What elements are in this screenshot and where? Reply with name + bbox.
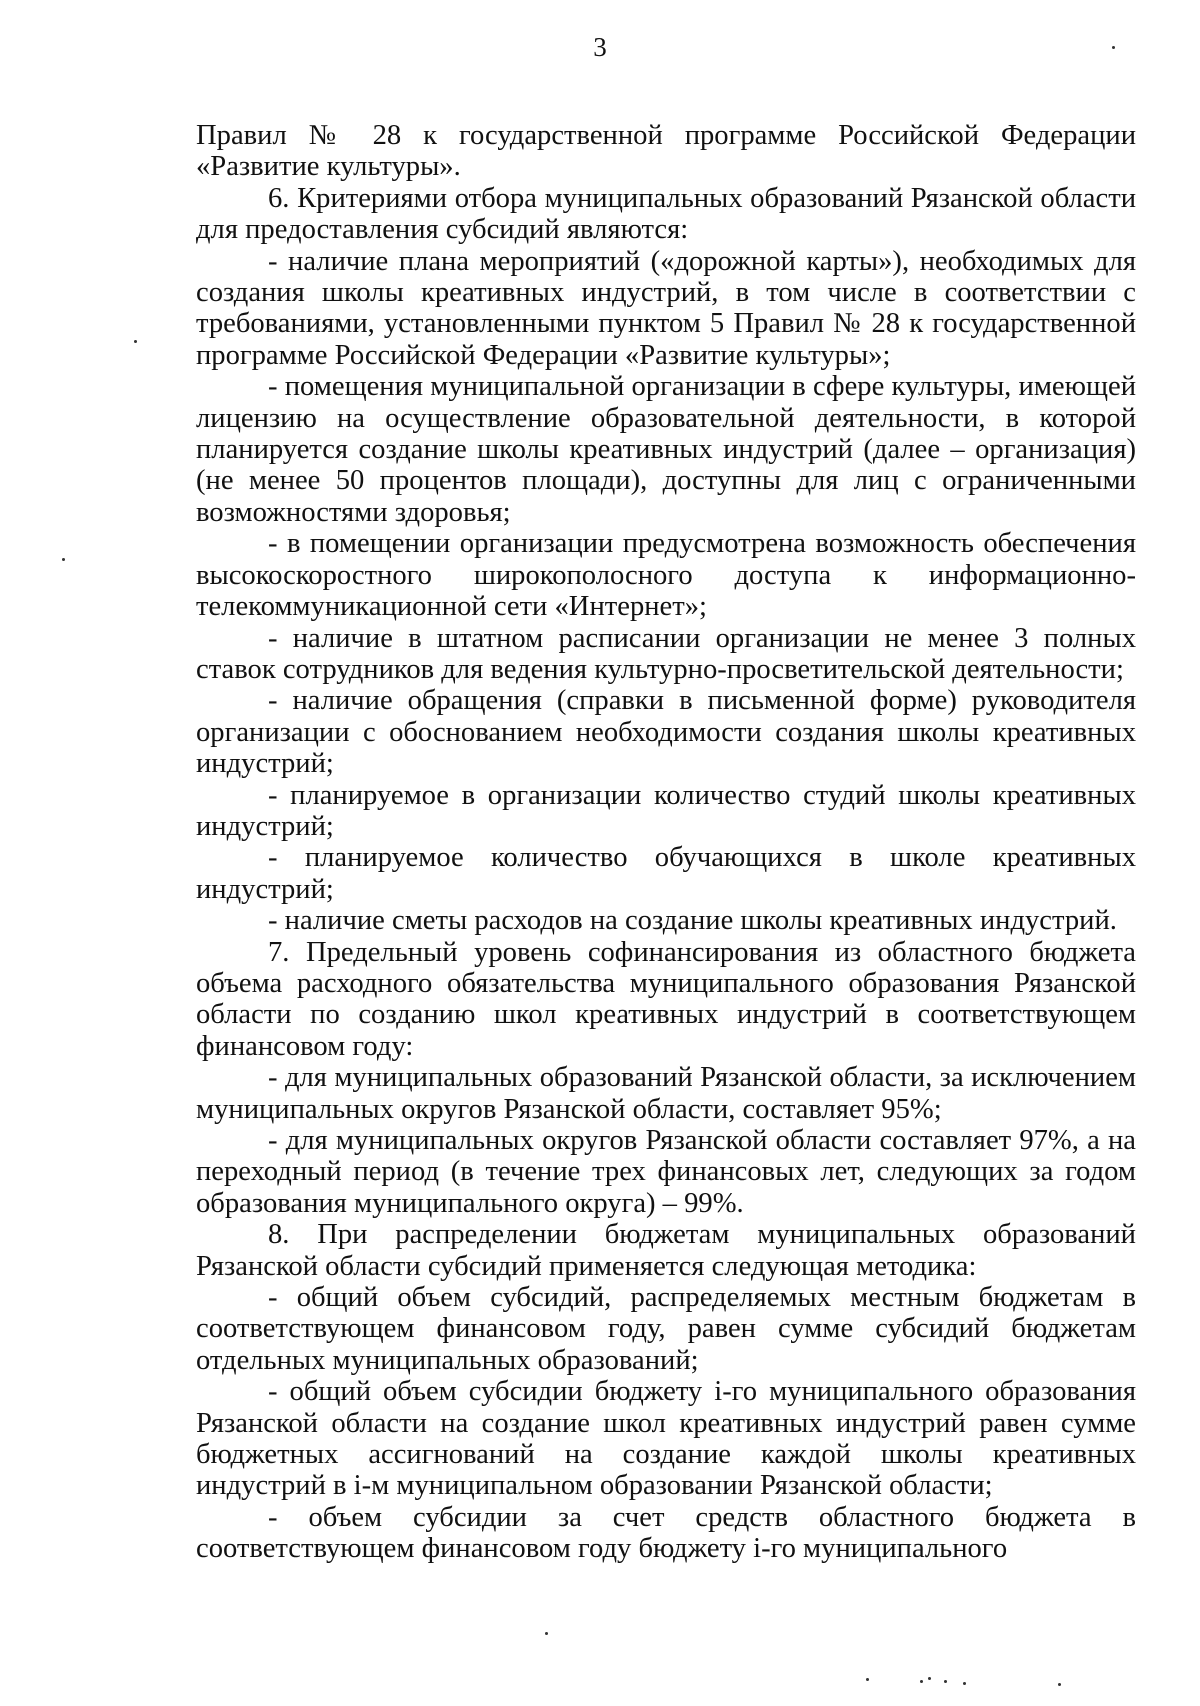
list-item: - наличие сметы расходов на создание школы креативных индустрий.	[268, 905, 1117, 937]
scan-speck	[1058, 1683, 1061, 1686]
scan-speck	[134, 340, 137, 343]
scan-speck	[545, 1632, 548, 1635]
list-item: - объем субсидии за счет средств областного бюджета в соответствующем финансовом году бюджету i-го муниципального	[196, 1501, 1136, 1565]
scan-speck	[1112, 46, 1115, 49]
list-item: - наличие плана мероприятий («дорожной карты»), необходимых для создания школы креативных индустрий, в том числе в соответствии с требованиями, установленными пунктом 5 Правил № 28 к государственной программе Российской Федерации «Развитие культуры»;	[196, 245, 1136, 371]
list-item: - планируемое количество обучающихся в школе креативных индустрий;	[196, 842, 1136, 905]
scan-speck	[62, 558, 65, 561]
list-item: - для муниципальных образований Рязанской области, за исключением муниципальных округов Рязанской области, составляет 95%;	[196, 1062, 1136, 1125]
page-number: 3	[593, 32, 607, 62]
list-item: - общий объем субсидий, распределяемых местным бюджетам в соответствующем финансовом году, равен сумме субсидий бюджетам отдельных муниципальных образований;	[196, 1282, 1136, 1376]
list-item: - общий объем субсидии бюджету i-го муниципального образования Рязанской области на создание школ креативных индустрий равен сумме бюджетных ассигнований на создание каждой школы креативных индустрий в i-м муниципальном образовании Рязанской области;	[196, 1376, 1136, 1502]
paragraph-section-6: 6. Критериями отбора муниципальных образований Рязанской области для предоставления субсидий являются:	[196, 182, 1136, 246]
list-item: - наличие в штатном расписании организации не менее 3 полных ставок сотрудников для ведения культурно-просветительской деятельности;	[196, 622, 1136, 685]
scan-speck	[928, 1677, 931, 1680]
document-body	[196, 120, 1136, 1565]
scan-speck	[944, 1680, 947, 1683]
list-item: - планируемое в организации количество студий школы креативных индустрий;	[196, 779, 1136, 842]
paragraph-section-8: 8. При распределении бюджетам муниципальных образований Рязанской области субсидий применяется следующая методика:	[196, 1219, 1136, 1282]
list-item: - в помещении организации предусмотрена возможность обеспечения высокоскоростного широкополосного доступа к информационно-телекоммуникационной сети «Интернет»;	[196, 528, 1136, 623]
scan-speck	[920, 1680, 923, 1683]
list-item: - наличие обращения (справки в письменной форме) руководителя организации с обоснованием необходимости создания школы креативных индустрий;	[196, 685, 1136, 780]
list-item: - помещения муниципальной организации в сфере культуры, имеющей лицензию на осуществление образовательной деятельности, в которой планируется создание школы креативных индустрий (далее – организация) (не менее 50 процентов площади), доступны для лиц с ограниченными возможностями здоровья;	[196, 371, 1136, 528]
scan-speck	[866, 1678, 869, 1681]
scan-speck	[963, 1682, 966, 1685]
paragraph: Правил № 28 к государственной программе Российской Федерации «Развитие культуры».	[196, 120, 1136, 183]
paragraph-section-7: 7. Предельный уровень софинансирования из областного бюджета объема расходного обязательства муниципального образования Рязанской области по созданию школ креативных индустрий в соответствующем финансовом году:	[196, 936, 1136, 1062]
list-item: - для муниципальных округов Рязанской области составляет 97%, а на переходный период (в течение трех финансовых лет, следующих за годом образования муниципального округа) – 99%.	[196, 1125, 1136, 1219]
